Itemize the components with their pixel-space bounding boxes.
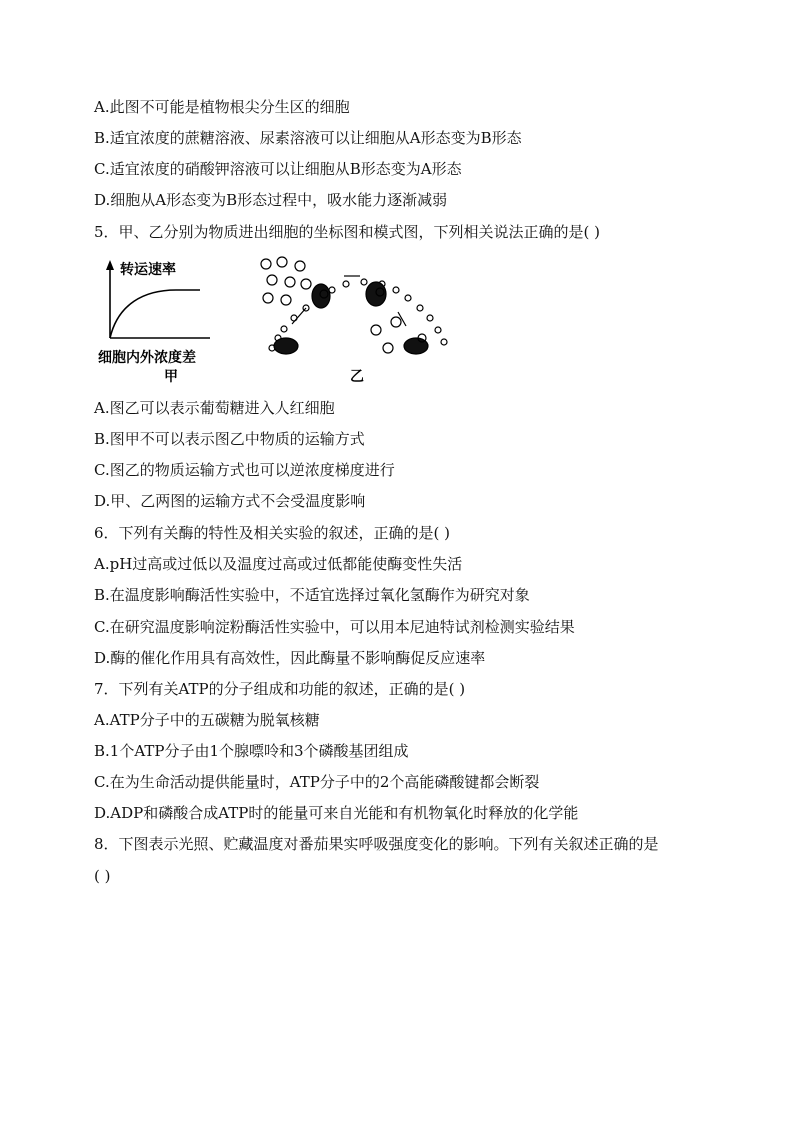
figure-jia-ylabel: 转运速率	[120, 262, 176, 278]
q6-option-c: C.在研究温度影响淀粉酶活性实验中，可以用本尼迪特试剂检测实验结果	[94, 618, 575, 636]
q5-stem: 5．甲、乙分别为物质进出细胞的坐标图和模式图，下列相关说法正确的是( )	[94, 223, 601, 241]
q5-option-c: C.图乙的物质运输方式也可以逆浓度梯度进行	[94, 461, 395, 479]
figure-jia-saturation-curve	[110, 290, 200, 338]
q5-option-b: B.图甲不可以表示图乙中物质的运输方式	[94, 430, 365, 448]
q4-option-d: D.细胞从A形态变为B形态过程中，吸水能力逐渐减弱	[94, 191, 448, 209]
q6-option-a: A.pH过高或过低以及温度过高或过低都能使酶变性失活	[94, 555, 463, 573]
q5-option-d: D.甲、乙两图的运输方式不会受温度影响	[94, 492, 366, 510]
q5-option-a: A.图乙可以表示葡萄糖进入人红细胞	[94, 399, 335, 417]
q6-option-d: D.酶的催化作用具有高效性，因此酶量不影响酶促反应速率	[94, 649, 486, 667]
q4-option-b: B.适宜浓度的蔗糖溶液、尿素溶液可以让细胞从A形态变为B形态	[94, 129, 522, 147]
q7-stem: 7．下列有关ATP的分子组成和功能的叙述，正确的是( )	[94, 680, 466, 698]
q7-option-a: A.ATP分子中的五碳糖为脱氧核糖	[94, 711, 320, 729]
q7-option-c: C.在为生命活动提供能量时，ATP分子中的2个高能磷酸键都会断裂	[94, 773, 540, 791]
q4-option-a: A.此图不可能是植物根尖分生区的细胞	[94, 98, 350, 116]
q8-stem: 8．下图表示光照、贮藏温度对番茄果实呼吸强度变化的影响。下列有关叙述正确的是	[94, 835, 659, 853]
figure-jia-xlabel: 细胞内外浓度差	[98, 350, 196, 366]
figure-jia-caption: 甲	[164, 369, 178, 385]
q7-option-b: B.1个ATP分子由1个腺嘌呤和3个磷酸基团组成	[94, 742, 409, 760]
figure-yi	[261, 257, 447, 385]
q4-option-c: C.适宜浓度的硝酸钾溶液可以让细胞从B形态变为A形态	[94, 160, 462, 178]
q6-stem: 6．下列有关酶的特性及相关实验的叙述，正确的是( )	[94, 524, 451, 542]
figure-jia	[98, 260, 210, 385]
figure-yi-caption: 乙	[350, 369, 364, 385]
q7-option-d: D.ADP和磷酸合成ATP时的能量可来自光能和有机物氧化时释放的化学能	[94, 804, 579, 822]
q5-figures	[96, 252, 456, 386]
q8-stem-bracket: ( )	[94, 867, 111, 885]
q6-option-b: B.在温度影响酶活性实验中，不适宜选择过氧化氢酶作为研究对象	[94, 586, 530, 604]
figure-jia-y-arrow	[106, 260, 114, 270]
